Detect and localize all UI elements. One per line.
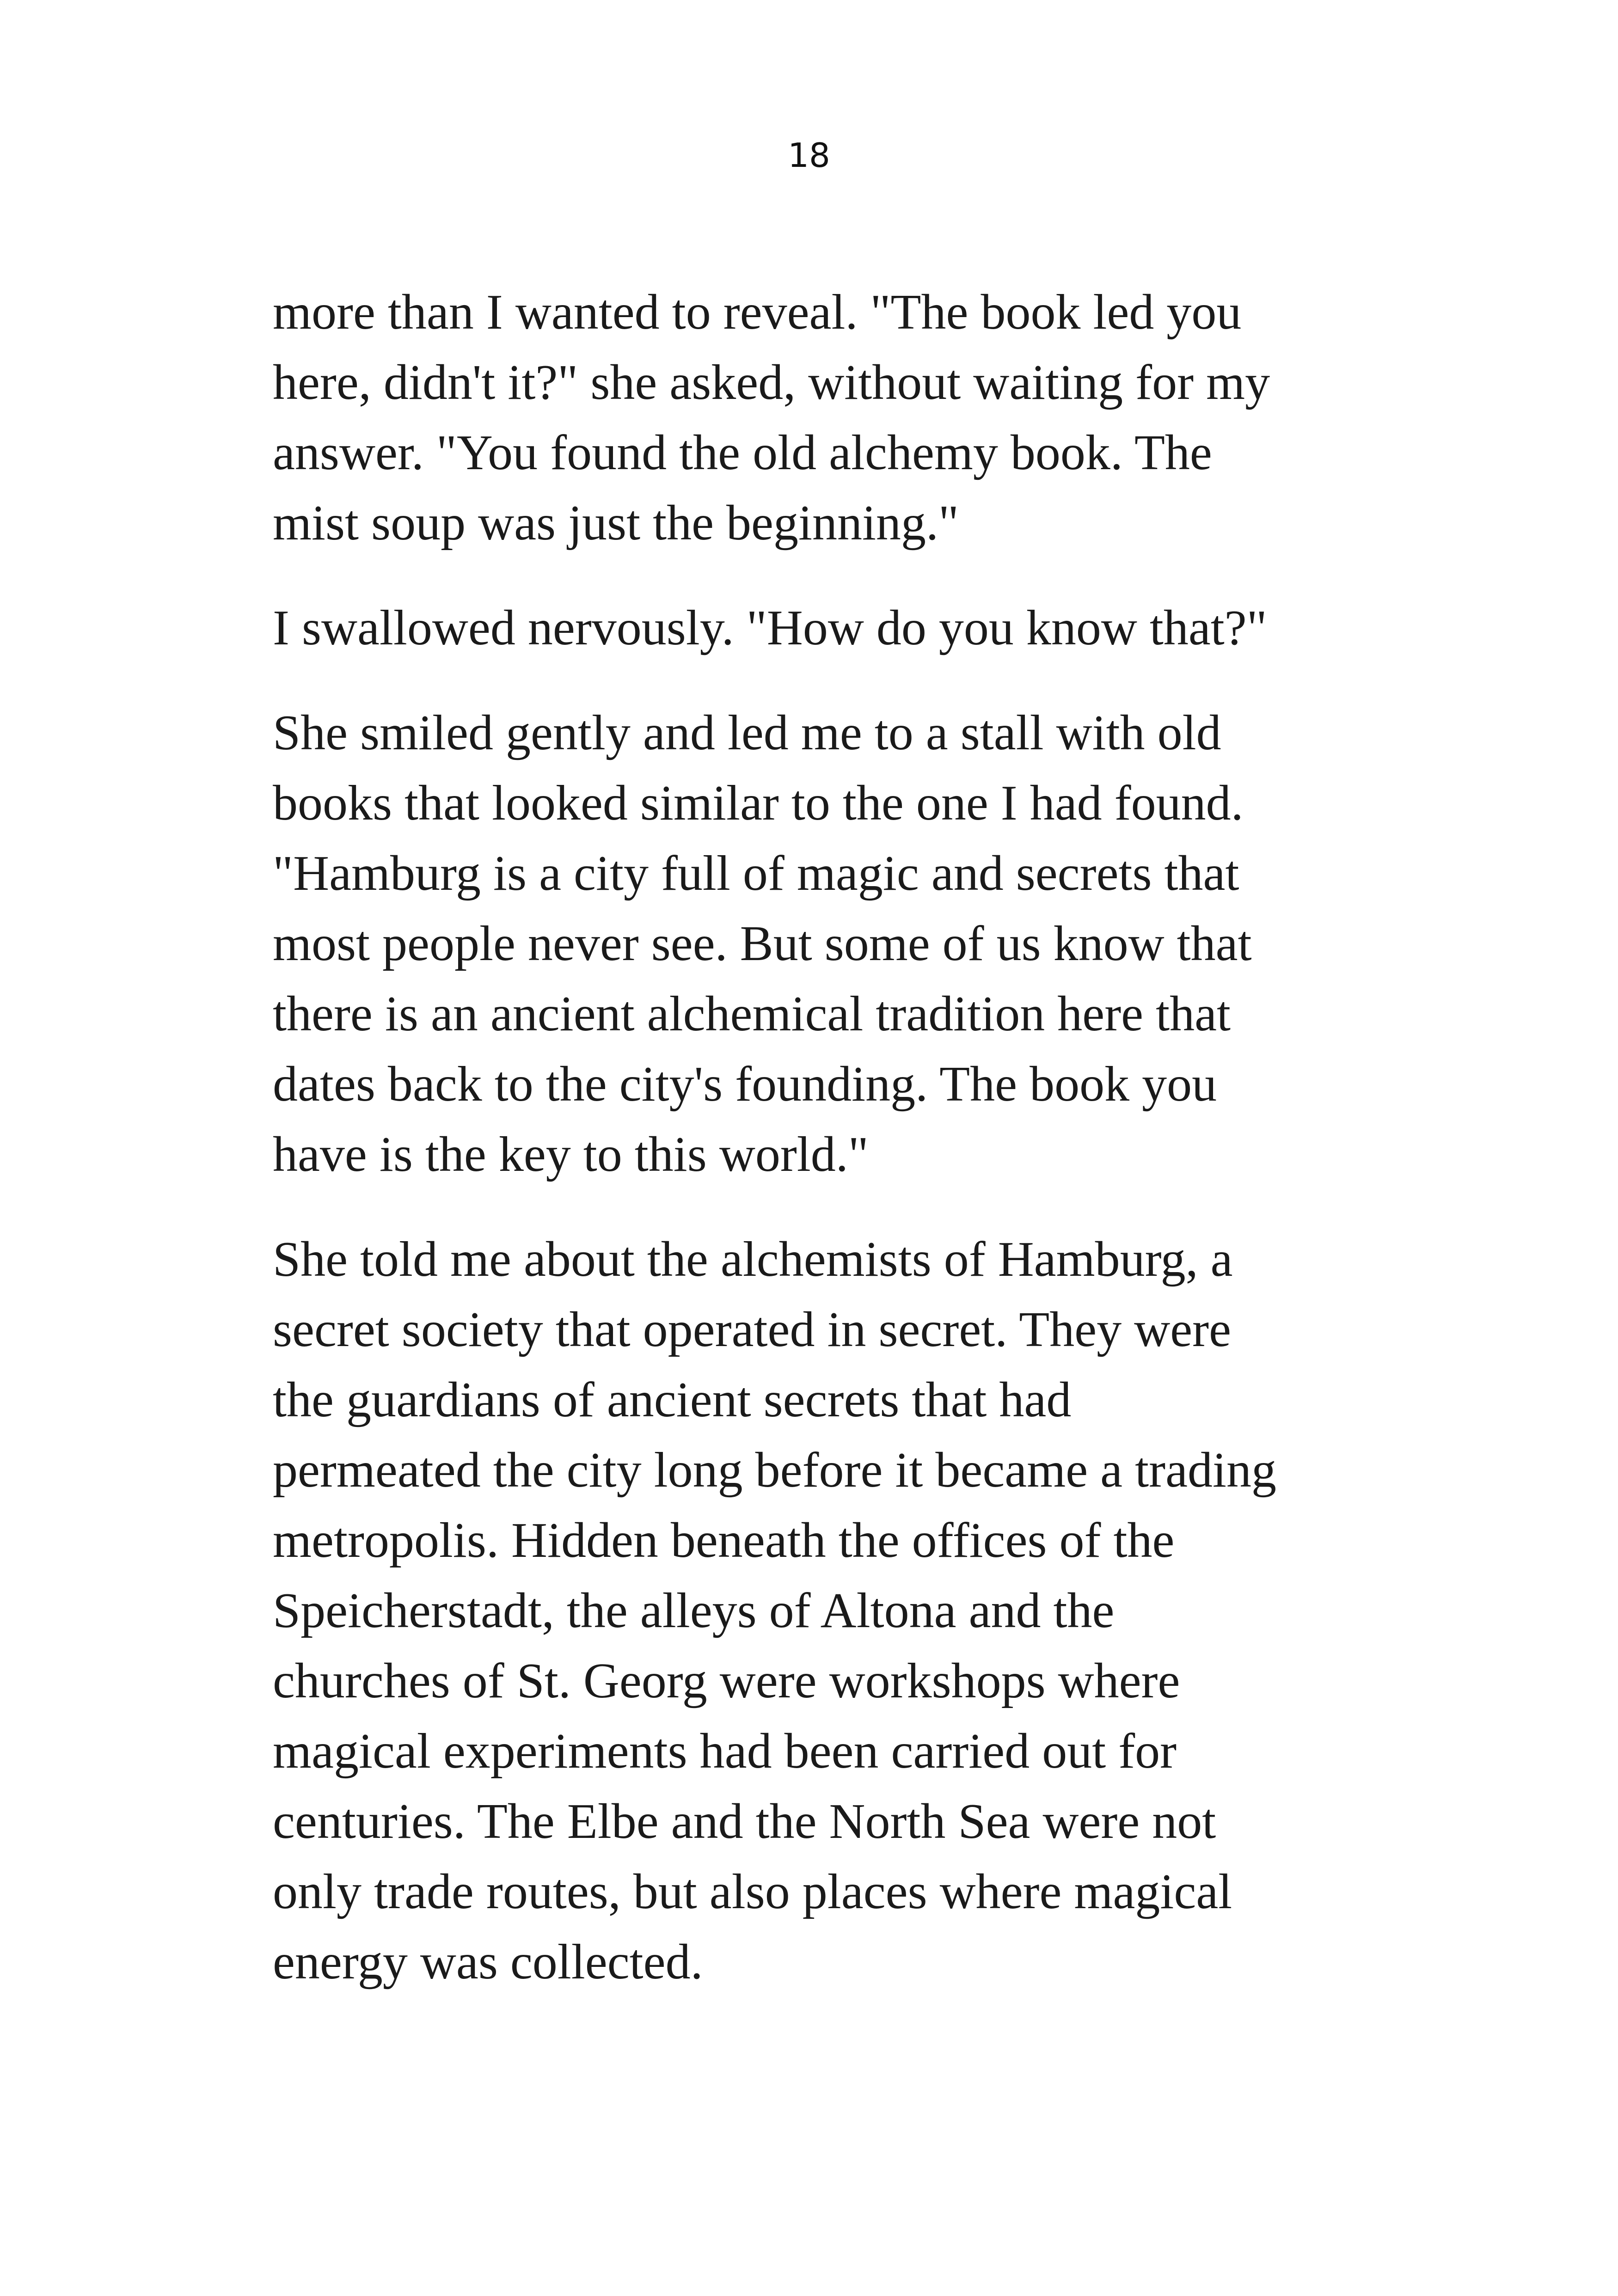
text-line: here, didn't it?" she asked, without waiting for my <box>273 355 1270 410</box>
text-line: I swallowed nervously. "How do you know that?" <box>273 600 1267 655</box>
text-line: metropolis. Hidden beneath the offices of the <box>273 1513 1175 1568</box>
text-line: the guardians of ancient secrets that had <box>273 1372 1072 1427</box>
paragraph-4 <box>273 1225 1345 1997</box>
text-line: there is an ancient alchemical tradition here that <box>273 986 1231 1041</box>
body-text <box>273 277 1345 2032</box>
text-line: magical experiments had been carried out for <box>273 1724 1177 1779</box>
page-number: 18 <box>788 136 830 175</box>
text-line: only trade routes, but also places where magical <box>273 1864 1232 1919</box>
text-line: secret society that operated in secret. They were <box>273 1302 1232 1357</box>
paragraph-1 <box>273 277 1345 558</box>
text-line: books that looked similar to the one I had found. <box>273 776 1244 831</box>
text-line: energy was collected. <box>273 1935 703 1990</box>
text-line: have is the key to this world." <box>273 1127 869 1182</box>
paragraph-3 <box>273 698 1345 1190</box>
text-line: permeated the city long before it became a trading <box>273 1443 1277 1498</box>
text-line: centuries. The Elbe and the North Sea were not <box>273 1794 1216 1849</box>
text-line: She told me about the alchemists of Hamburg, a <box>273 1232 1233 1287</box>
text-line: "Hamburg is a city full of magic and secrets that <box>273 846 1239 901</box>
text-line: more than I wanted to reveal. "The book led you <box>273 285 1242 340</box>
text-line: dates back to the city's founding. The book you <box>273 1057 1217 1112</box>
text-line: Speicherstadt, the alleys of Altona and the <box>273 1583 1115 1638</box>
text-line: most people never see. But some of us know that <box>273 916 1252 971</box>
text-line: churches of St. Georg were workshops where <box>273 1653 1180 1708</box>
paragraph-2 <box>273 593 1345 663</box>
text-line: She smiled gently and led me to a stall with old <box>273 705 1221 760</box>
text-line: mist soup was just the beginning." <box>273 496 959 551</box>
text-line: answer. "You found the old alchemy book. The <box>273 425 1212 480</box>
